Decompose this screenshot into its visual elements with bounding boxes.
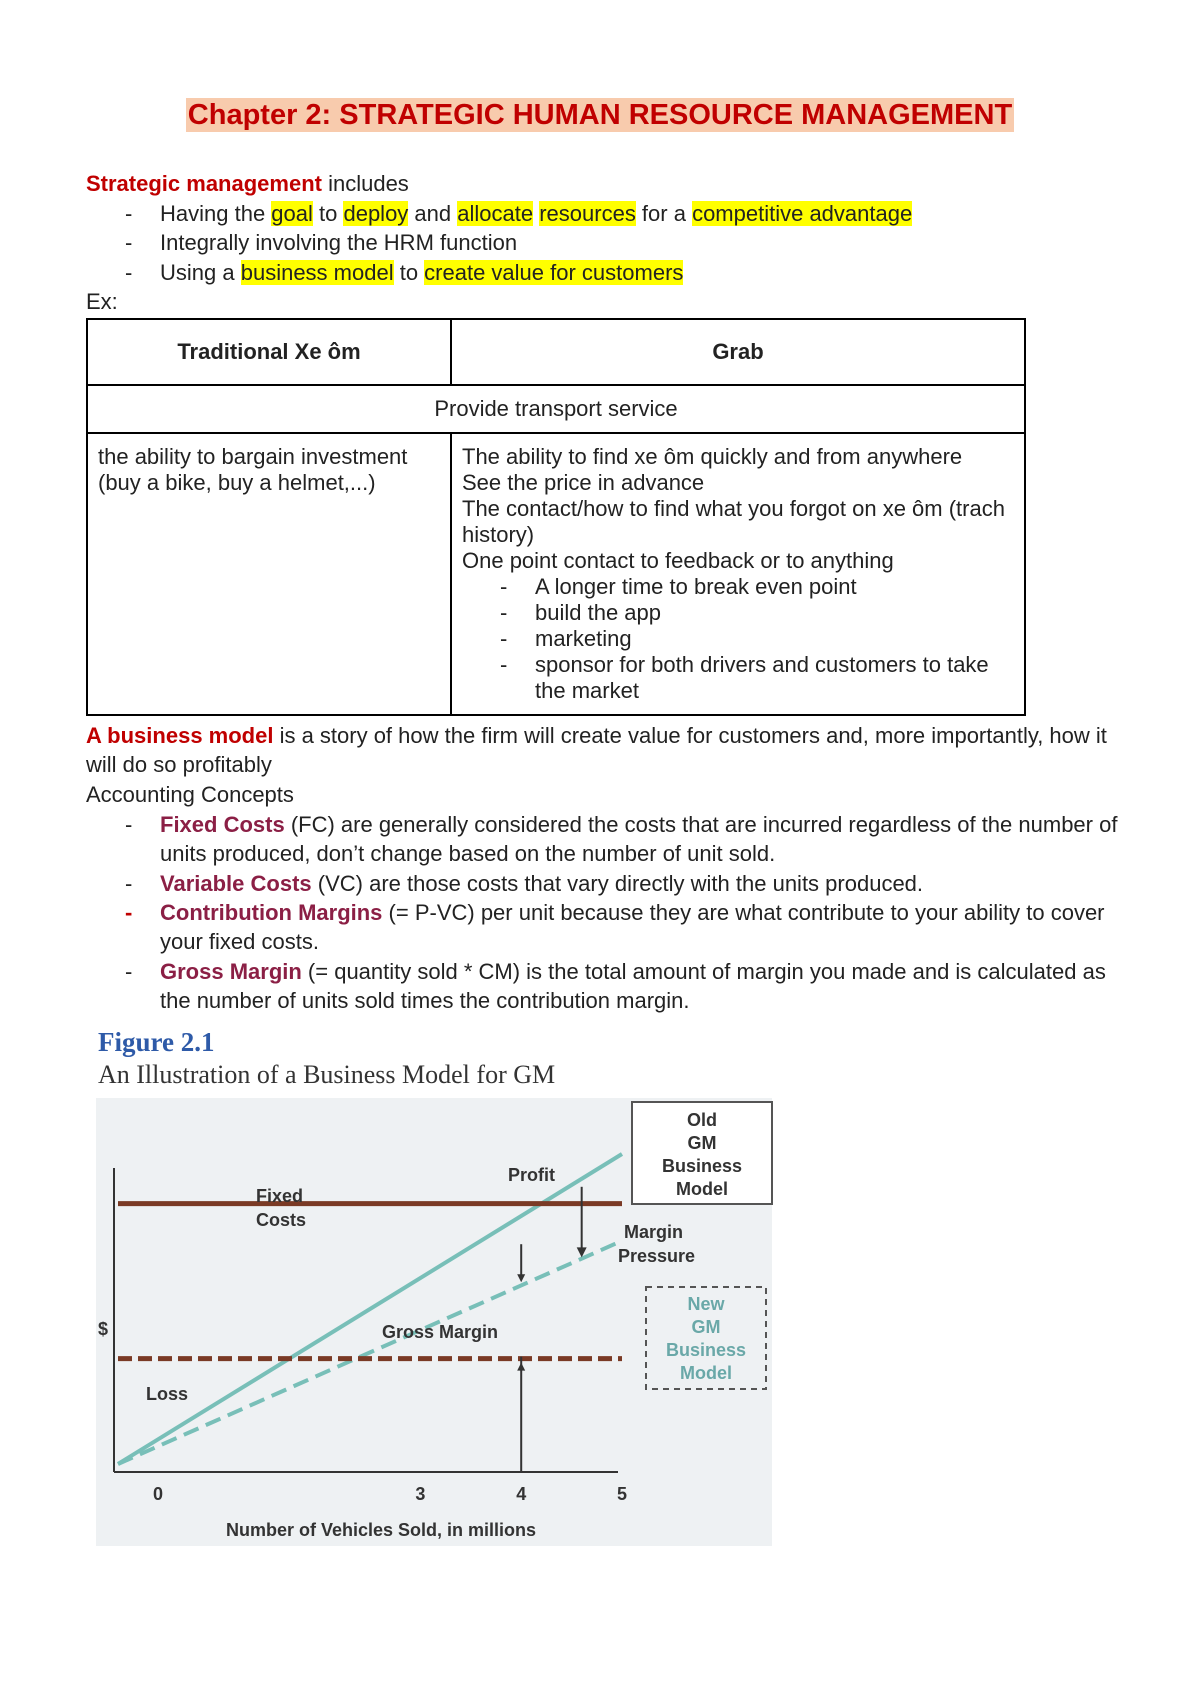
legend-new-line3: Business [665, 1340, 747, 1360]
annotation-loss: Loss [146, 1384, 189, 1404]
bullet-dash: - [125, 900, 133, 925]
sub-item-text: build the app [535, 600, 661, 625]
bullet-dash: - [500, 626, 508, 651]
business-model-chart [96, 1098, 776, 1548]
legend-new-line1: New [687, 1294, 725, 1314]
table-cell-traditional: the ability to bargain investment (buy a bike, buy a helmet,...) [87, 433, 451, 715]
bullet-dash: - [125, 871, 133, 896]
example-label: Ex: [86, 289, 118, 314]
term-contribution-margins: Contribution Margins [160, 900, 383, 925]
bullet-text: Integrally involving the HRM function [160, 230, 518, 255]
term-definition: (= P-VC) per unit because they are what contribute to your ability to cover your fixed costs. [160, 900, 1105, 954]
x-tick-label: 3 [415, 1484, 426, 1504]
bullet-dash: - [500, 574, 508, 599]
bullet-dash: - [500, 652, 508, 677]
highlight-resources: resources [539, 201, 636, 226]
annotation-margin-pressure: Margin [624, 1222, 684, 1242]
grab-line: One point contact to feedback or to anything [462, 548, 894, 573]
highlight-create-value: create value for customers [424, 260, 684, 285]
highlight-goal: goal [271, 201, 313, 226]
legend-old-line4: Model [676, 1179, 728, 1199]
term-definition: (VC) are those costs that vary directly with the units produced. [311, 871, 924, 896]
x-tick-label: 5 [616, 1484, 628, 1504]
page-title-text: Chapter 2: STRATEGIC HUMAN RESOURCE MANAGEMENT [187, 99, 1013, 131]
legend-new-line2: GM [691, 1317, 721, 1337]
table-cell-grab [451, 433, 1025, 715]
highlight-competitive-advantage: competitive advantage [692, 201, 913, 226]
strategic-management-term: Strategic management [86, 171, 322, 196]
annotation-fixed-costs: Fixed [256, 1186, 304, 1206]
grab-sub-item [462, 626, 1014, 652]
grab-line: The ability to find xe ôm quickly and from anywhere [462, 444, 963, 469]
bullet-dash: - [125, 959, 133, 984]
table-header-grab: Grab [451, 319, 1025, 385]
legend-old-line2: GM [687, 1133, 717, 1153]
sub-item-text: A longer time to break even point [535, 574, 857, 599]
annotation-fixed-costs-line2: Costs [256, 1210, 307, 1230]
legend-new-line4: Model [680, 1363, 732, 1383]
highlight-business-model: business model [240, 260, 394, 285]
grab-sub-item [462, 652, 1014, 704]
bullet-dash: - [125, 230, 133, 255]
text-run: to [312, 201, 344, 226]
x-tick-label: 0 [152, 1484, 164, 1504]
x-tick-label: 4 [516, 1484, 527, 1504]
business-model-paragraph [86, 721, 1126, 779]
comparison-table [86, 318, 1026, 716]
sub-item-text: sponsor for both drivers and customers to take the market [535, 652, 989, 703]
term-variable-costs: Variable Costs [160, 871, 312, 896]
grab-line: The contact/how to find what you forgot on xe ôm (trach history) [462, 496, 1005, 547]
bullet-dash: - [125, 201, 133, 226]
grab-sub-item [462, 600, 1014, 626]
y-axis-label: $ [98, 1319, 109, 1339]
highlight-allocate: allocate [457, 201, 534, 226]
grab-sub-item [462, 574, 1014, 600]
business-model-text: is a story of how the firm will create value for customers and, more importantly, how it will do so profitably [86, 723, 1107, 777]
strategic-intro [86, 169, 409, 198]
accounting-heading: Accounting Concepts [86, 782, 294, 807]
text-run: and [408, 201, 458, 226]
x-axis-label: Number of Vehicles Sold, in millions [226, 1520, 537, 1540]
text-run: to [393, 260, 425, 285]
term-gross-margin: Gross Margin [160, 959, 302, 984]
sub-item-text: marketing [535, 626, 632, 651]
legend-old-line1: Old [687, 1110, 717, 1130]
term-fixed-costs: Fixed Costs [160, 812, 285, 837]
term-definition: (FC) are generally considered the costs that are incurred regardless of the number of units produced, don’t change based on the number of unit sold. [160, 812, 1118, 866]
annotation-gross-margin: Gross Margin [382, 1322, 499, 1342]
term-definition: (= quantity sold * CM) is the total amount of margin you made and is calculated as the number of units sold times the contribution margin. [160, 959, 1106, 1013]
bullet-dash: - [500, 600, 508, 625]
figure-label: Figure 2.1 [98, 1027, 215, 1057]
grab-line: See the price in advance [462, 470, 705, 495]
business-model-term: A business model [86, 723, 274, 748]
table-header-traditional: Traditional Xe ôm [87, 319, 451, 385]
annotation-profit: Profit [508, 1165, 555, 1185]
legend-old-line3: Business [661, 1156, 743, 1176]
highlight-deploy: deploy [343, 201, 409, 226]
annotation-margin-pressure-line2: Pressure [618, 1246, 696, 1266]
text-run: for a [635, 201, 693, 226]
text-run: Using a [160, 260, 241, 285]
strategic-intro-rest: includes [321, 171, 409, 196]
bullet-dash: - [125, 260, 133, 285]
page-title [0, 99, 1200, 132]
text-run: Having the [160, 201, 272, 226]
bullet-dash: - [125, 812, 133, 837]
table-shared-row: Provide transport service [87, 385, 1025, 433]
figure-caption: An Illustration of a Business Model for GM [98, 1060, 556, 1089]
